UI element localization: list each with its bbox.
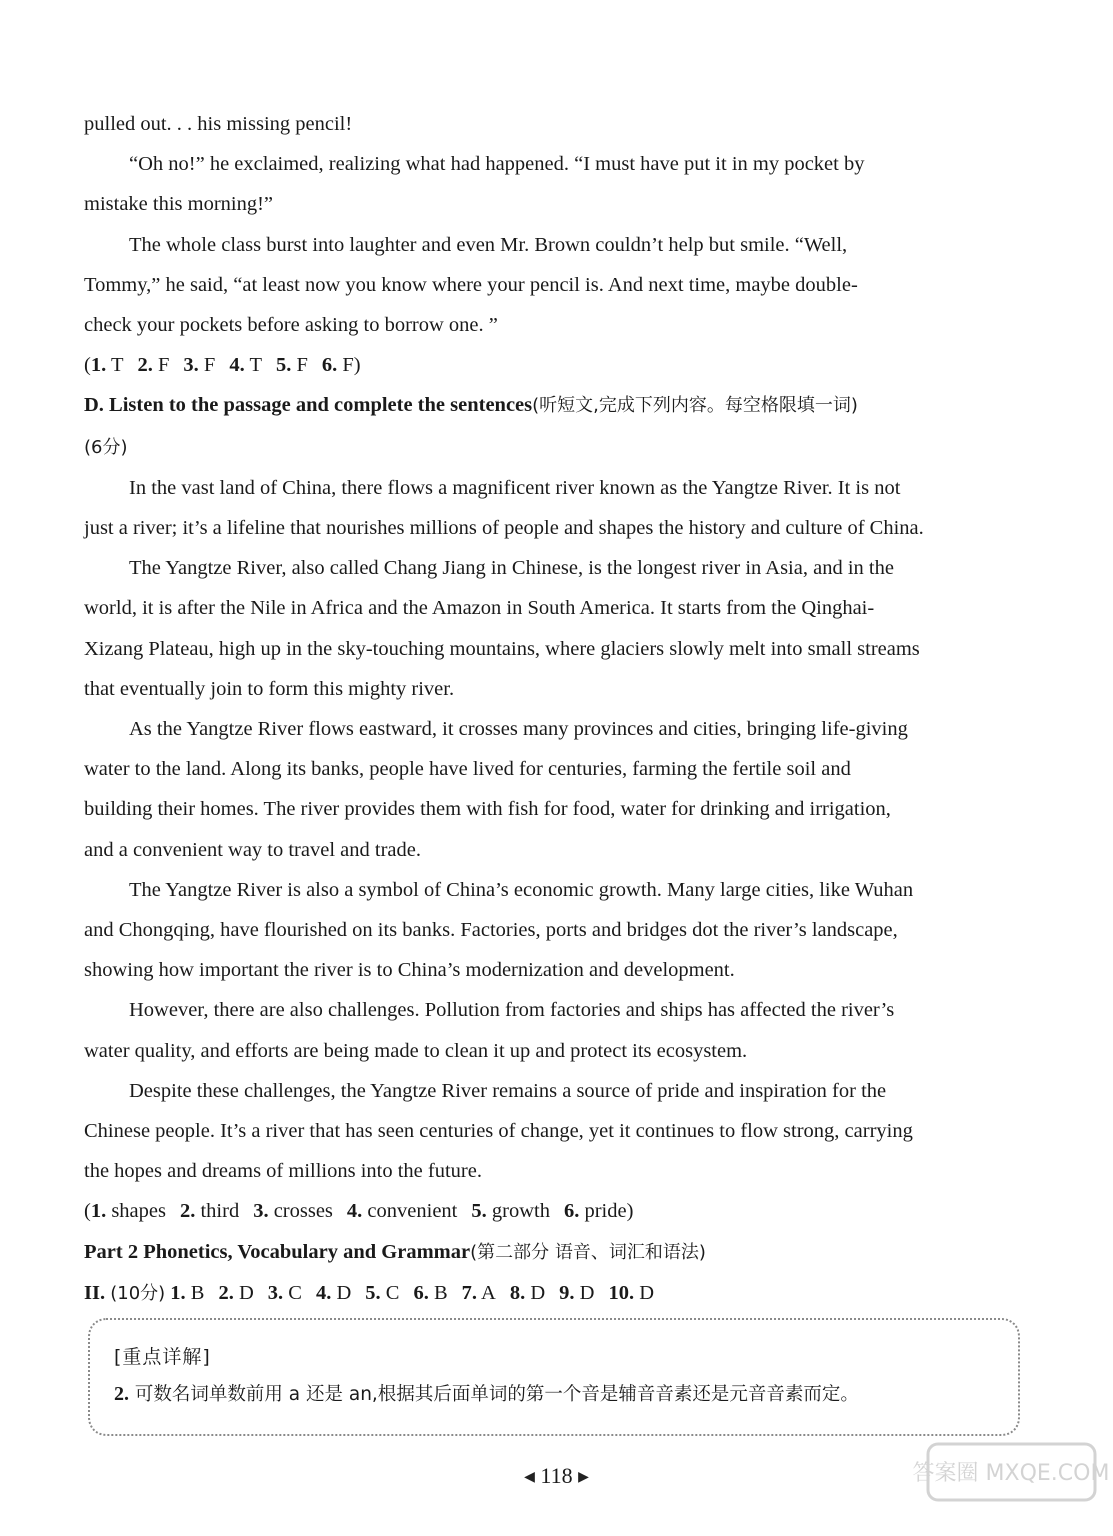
answer-value: crosses [273, 1200, 333, 1223]
text-line: However, there are also challenges. Pollution from factories and ships has affected the river’s [129, 999, 895, 1022]
answer-value: T [110, 354, 124, 377]
text-line: Chinese people. It’s a river that has seen centuries of change, yet it continues to flow strong, carrying [84, 1120, 913, 1143]
text-line: “Oh no!” he exclaimed, realizing what had happened. “I must have put it in my pocket by [129, 153, 865, 176]
text-line: Tommy,” he said, “at least now you know where your pencil is. And next time, maybe double- [84, 273, 858, 296]
watermark-text: 答案圈 MXQE.COM [912, 1461, 1110, 1486]
text-line: In the vast land of China, there flows a magnificent river known as the Yangtze River. It is not [129, 476, 901, 499]
answer-number: 4. [229, 354, 245, 377]
part2-heading [84, 1232, 1024, 1273]
text-line: building their homes. The river provides them with fish for food, water for drinking and irrigation, [84, 798, 891, 821]
answer-number: 5. [365, 1281, 381, 1304]
key-explanation-box [88, 1318, 1020, 1436]
answer-number: 10. [608, 1281, 635, 1304]
passage-paragraph [84, 990, 1024, 1070]
answer-number: 5. [471, 1200, 487, 1223]
story-continuation-line: pulled out. . . his missing pencil! [84, 113, 353, 135]
paren-close: ) [626, 1200, 634, 1223]
answer-number: 1. [90, 1200, 107, 1223]
answers-section-ii [84, 1273, 1024, 1314]
answer-value: convenient [367, 1200, 458, 1223]
answer-value: F [203, 354, 216, 377]
paren-open: ( [84, 354, 91, 377]
triangle-right-icon: ▶ [578, 1470, 589, 1486]
answers-section-d [84, 1191, 1024, 1231]
section-d-score: (6分) [84, 436, 128, 458]
section-ii-score: (10分) [110, 1282, 166, 1304]
answer-value: D [579, 1281, 595, 1304]
answer-number: 5. [275, 354, 292, 377]
answer-number: 3. [267, 1281, 284, 1304]
text-line: the hopes and dreams of millions into the future. [84, 1160, 482, 1183]
paren-close: ) [353, 354, 361, 377]
text-line: The whole class burst into laughter and even Mr. Brown couldn’t help but smile. “Well, [129, 233, 848, 256]
answer-value: F [342, 354, 354, 377]
section-d-title: D. Listen to the passage and complete the sentences [84, 394, 533, 417]
answer-number: 3. [183, 354, 199, 377]
text-line: and a convenient way to travel and trade. [84, 838, 421, 861]
answer-number: 8. [509, 1281, 526, 1304]
answer-value: F [296, 354, 308, 377]
answers-section-c [84, 345, 1024, 385]
part2-title: Part 2 Phonetics, Vocabulary and Grammar [84, 1240, 471, 1263]
section-ii-label: II. [84, 1281, 106, 1304]
text-line: check your pockets before asking to borrow one. ” [84, 314, 498, 337]
answer-number: 6. [321, 354, 338, 377]
text-line: just a river; it’s a lifeline that nourishes millions of people and shapes the history and culture of China. [84, 517, 924, 540]
triangle-left-icon: ◀ [524, 1470, 535, 1486]
answer-number: 6. [563, 1200, 580, 1223]
passage-paragraph [84, 870, 1024, 991]
section-d-heading [84, 385, 1024, 467]
answer-value: pride [584, 1200, 627, 1223]
answer-value: growth [491, 1200, 550, 1223]
answer-value: C [288, 1281, 302, 1304]
page-content [84, 104, 1024, 1314]
passage-paragraph [84, 1071, 1024, 1192]
text-line: As the Yangtze River flows eastward, it crosses many provinces and cities, bringing life-giving [129, 718, 908, 741]
answer-value: D [336, 1281, 352, 1304]
answer-number: 7. [461, 1281, 478, 1304]
answer-value: T [249, 354, 262, 377]
answer-value: D [639, 1281, 655, 1304]
answer-value: B [190, 1281, 205, 1304]
answer-number: 9. [559, 1281, 575, 1304]
text-line: world, it is after the Nile in Africa and the Amazon in South America. It starts from the Qinghai- [84, 597, 875, 620]
answer-number: 2. [179, 1200, 196, 1223]
answer-value: shapes [111, 1200, 166, 1223]
answer-number: 4. [346, 1200, 363, 1223]
key-explanation-text [114, 1380, 859, 1406]
text-line: Xizang Plateau, high up in the sky-touching mountains, where glaciers slowly melt into small streams [84, 637, 920, 660]
text-line: Despite these challenges, the Yangtze River remains a source of pride and inspiration for the [129, 1079, 887, 1102]
answer-value: third [200, 1200, 240, 1223]
text-line: The Yangtze River is also a symbol of China’s economic growth. Many large cities, like Wuhan [129, 878, 914, 901]
passage-paragraph [84, 468, 1024, 548]
section-d-instruction: (听短文,完成下列内容。每空格限填一词) [532, 395, 858, 417]
answer-value: C [385, 1281, 400, 1304]
answer-number: 6. [413, 1281, 429, 1304]
passage-paragraph [84, 548, 1024, 709]
passage-paragraph [84, 709, 1024, 870]
answer-value: D [530, 1281, 546, 1304]
answer-value: B [433, 1281, 448, 1304]
answer-number: 1. [170, 1281, 186, 1304]
answer-number: 1. [90, 354, 107, 377]
answer-value: A [481, 1281, 496, 1304]
part2-title-cn: (第二部分 语音、词汇和语法) [470, 1241, 706, 1263]
page-number: 118 [540, 1463, 573, 1488]
text-line: that eventually join to form this mighty river. [84, 677, 455, 700]
text-line: mistake this morning!” [84, 193, 274, 216]
answer-number: 4. [315, 1281, 332, 1304]
text-line: water quality, and efforts are being made to clean it up and protect its ecosystem. [84, 1039, 748, 1062]
story-paragraph [84, 144, 1024, 224]
watermark-logo [912, 1440, 1110, 1530]
answer-number: 2. [218, 1281, 234, 1304]
answer-value: D [238, 1281, 254, 1304]
explanation-number: 2. [114, 1383, 129, 1405]
paren-open: ( [84, 1200, 91, 1223]
story-paragraph [84, 225, 1024, 346]
answer-value: F [158, 354, 170, 377]
answer-number: 2. [137, 354, 153, 377]
key-explanation-title: [重点详解] [114, 1346, 211, 1368]
text-line: showing how important the river is to China’s modernization and development. [84, 959, 735, 982]
text-line: water to the land. Along its banks, people have lived for centuries, farming the fertile soil and [84, 758, 851, 781]
explanation-content: 可数名词单数前用 a 还是 an,根据其后面单词的第一个音是辅音音素还是元音音素而定。 [134, 1384, 859, 1405]
text-line: The Yangtze River, also called Chang Jiang in Chinese, is the longest river in Asia, and in the [129, 557, 894, 580]
text-line: and Chongqing, have flourished on its banks. Factories, ports and bridges dot the river’s landscape, [84, 919, 898, 942]
answer-number: 3. [253, 1200, 269, 1223]
